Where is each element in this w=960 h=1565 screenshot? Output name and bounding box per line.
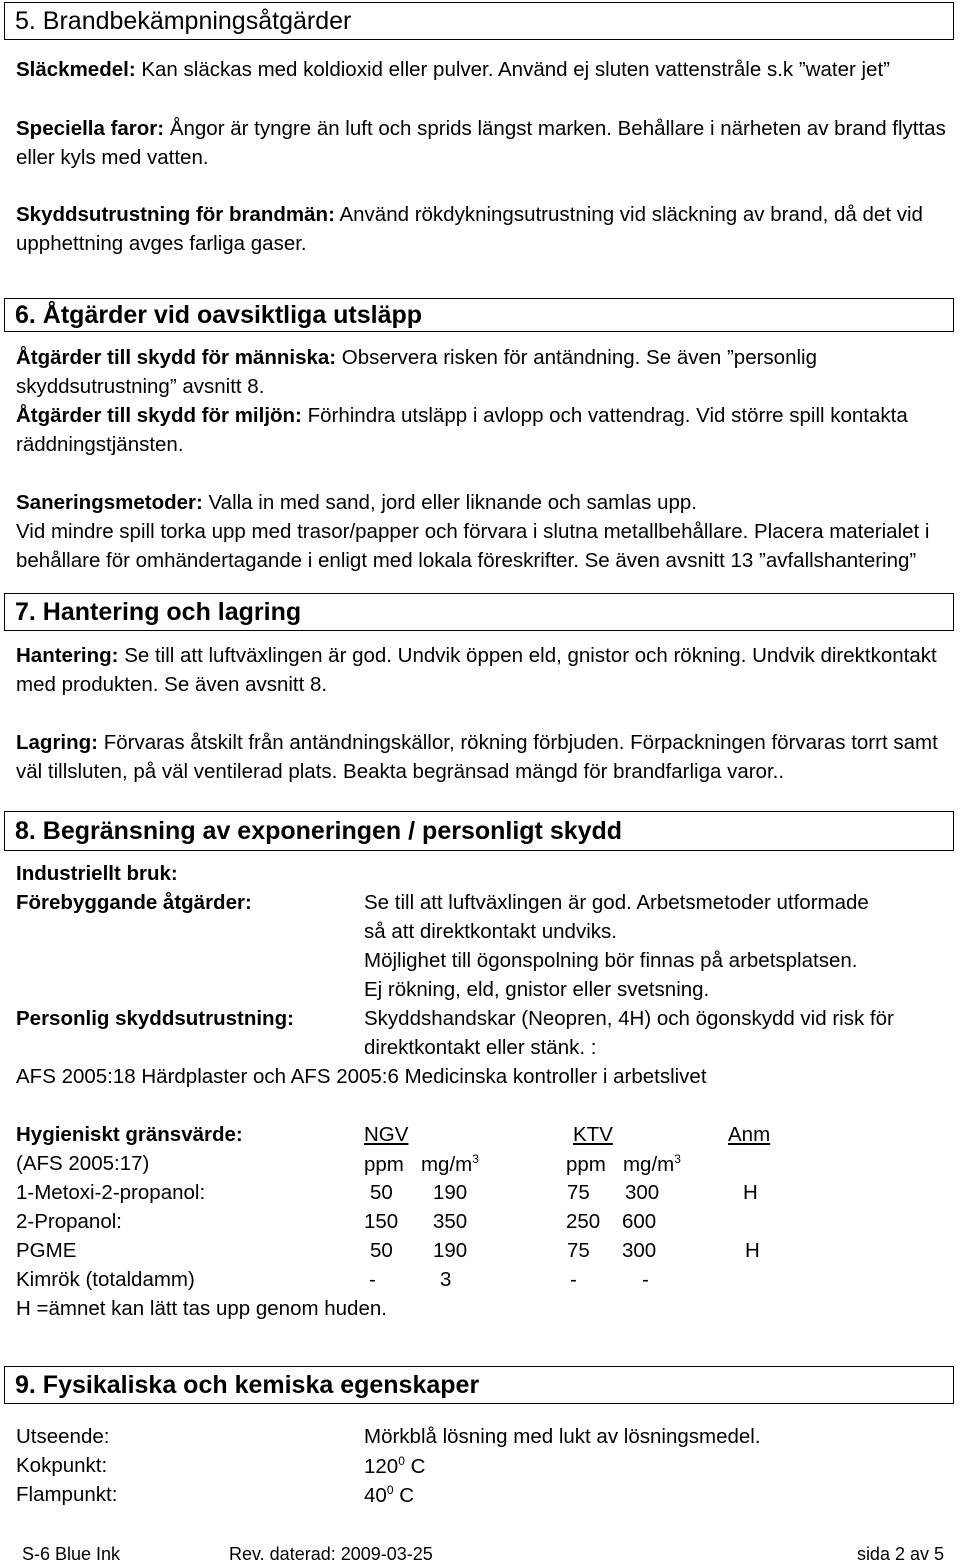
preventive-measures-label: Förebyggande åtgärder:	[16, 891, 252, 914]
section-5-title: 5. Brandbekämpningsåtgärder	[15, 7, 352, 35]
text: Ångor är tyngre än luft och sprids längst marken. Behållare i närheten av brand flyttas	[164, 117, 946, 140]
label: Lagring:	[16, 731, 98, 754]
table-row-name: 1-Metoxi-2-propanol:	[16, 1181, 206, 1204]
footer-page-number: sida 2 av 5	[856, 1544, 944, 1564]
degree: 0	[398, 1454, 405, 1468]
mgm-unit: mg/m	[622, 1153, 675, 1176]
ngv-ppm-cell: 50	[370, 1181, 393, 1204]
ppe-line: direktkontakt eller stänk. :	[364, 1036, 597, 1059]
ppm-unit: ppm	[566, 1153, 606, 1176]
label: Speciella faror:	[16, 117, 165, 140]
text: Se till att luftväxlingen är god. Undvik öppen eld, gnistor och rökning. Undvik direktkontakt	[118, 644, 937, 667]
cleanup-methods-cont2: behållare för omhändertagande i enligt med lokala föreskrifter. Se även avsnitt 13 ”avfallshantering”	[16, 549, 917, 572]
label: Skyddsutrustning för brandmän:	[16, 203, 335, 226]
appearance-label: Utseende:	[16, 1425, 110, 1448]
table-reference: (AFS 2005:17)	[16, 1152, 150, 1175]
flash-point-value	[364, 1483, 414, 1508]
preventive-measures-line: Möjlighet till ögonspolning bör finnas på arbetsplatsen.	[364, 949, 858, 972]
ktv-ppm-cell: 75	[567, 1181, 590, 1204]
footer-revision: Rev. daterad: 2009-03-25	[229, 1544, 433, 1564]
anm-cell: H	[743, 1181, 758, 1204]
afs-reference: AFS 2005:18 Härdplaster och AFS 2005:6 Medicinska kontroller i arbetslivet	[16, 1065, 707, 1088]
section-8-title: 8. Begränsning av exponeringen / personligt skydd	[15, 817, 623, 845]
label: Saneringsmetoder:	[16, 491, 203, 514]
section-5-heading	[4, 2, 954, 40]
value: 120	[364, 1455, 399, 1478]
mgm-unit: mg/m	[420, 1153, 473, 1176]
environment-protection-cont: räddningstjänsten.	[16, 433, 184, 456]
handling	[16, 644, 937, 668]
anm-cell: H	[745, 1239, 760, 1262]
special-hazards	[16, 117, 946, 141]
ktv-header: KTV	[573, 1123, 613, 1146]
label: Släckmedel:	[16, 58, 136, 81]
unit: C	[404, 1455, 426, 1478]
firefighter-equipment-cont: upphettning avges farliga gaser.	[16, 232, 307, 255]
section-6-title: 6. Åtgärder vid oavsiktliga utsläpp	[15, 301, 423, 329]
ktv-mg-cell: 300	[622, 1239, 657, 1262]
boiling-point-label: Kokpunkt:	[16, 1454, 108, 1477]
ngv-mg-cell: 3	[440, 1268, 452, 1291]
ngv-mg-cell: 190	[433, 1181, 468, 1204]
ngv-ppm-cell: 150	[364, 1210, 399, 1233]
ngv-units	[364, 1152, 479, 1177]
section-8-heading	[4, 811, 954, 851]
table-title: Hygieniskt gränsvärde:	[16, 1123, 243, 1146]
section-6-heading	[4, 298, 954, 332]
cubed: 3	[472, 1152, 479, 1166]
cubed: 3	[674, 1152, 681, 1166]
special-hazards-cont: eller kyls med vatten.	[16, 146, 209, 169]
text: Valla in med sand, jord eller liknande och samlas upp.	[202, 491, 698, 514]
ngv-mg-cell: 350	[433, 1210, 468, 1233]
table-row-name: PGME	[16, 1239, 77, 1262]
unit: C	[393, 1484, 414, 1507]
ppm-unit: ppm	[364, 1153, 404, 1176]
section-9-title: 9. Fysikaliska och kemiska egenskaper	[15, 1371, 480, 1399]
environment-protection	[16, 404, 908, 428]
storage	[16, 731, 938, 755]
ktv-ppm-cell: -	[570, 1268, 577, 1291]
section-7-heading	[4, 593, 954, 631]
ngv-mg-cell: 190	[433, 1239, 468, 1262]
ktv-units	[566, 1152, 681, 1177]
degree: 0	[386, 1483, 394, 1497]
table-row-name: 2-Propanol:	[16, 1210, 122, 1233]
handling-cont: med produkten. Se även avsnitt 8.	[16, 673, 328, 696]
text: Observera risken för antändning. Se även ”personlig	[336, 346, 817, 369]
cleanup-methods	[16, 491, 697, 515]
ppe-label: Personlig skyddsutrustning:	[16, 1007, 294, 1030]
section-7-title: 7. Hantering och lagring	[15, 598, 302, 626]
cleanup-methods-cont1: Vid mindre spill torka upp med trasor/papper och förvara i slutna metallbehållare. Placera materialet i	[16, 520, 930, 543]
text: Kan släckas med koldioxid eller pulver. Använd ej sluten vattenstråle s.k ”water jet”	[135, 58, 890, 81]
boiling-point-value	[364, 1454, 425, 1479]
ktv-mg-cell: 300	[625, 1181, 660, 1204]
preventive-measures-line: Ej rökning, eld, gnistor eller svetsning.	[364, 978, 710, 1001]
storage-cont: väl tillsluten, på väl ventilerad plats. Beakta begränsad mängd för brandfarliga varor..	[16, 760, 785, 783]
value: 40	[364, 1484, 387, 1507]
text: Använd rökdykningsutrustning vid släckning av brand, då det vid	[334, 203, 923, 226]
ppe-line: Skyddshandskar (Neopren, 4H) och ögonskydd vid risk för	[364, 1007, 894, 1030]
preventive-measures-line: Se till att luftväxlingen är god. Arbetsmetoder utformade	[364, 891, 869, 914]
ngv-header: NGV	[364, 1123, 409, 1146]
industrial-use-heading: Industriellt bruk:	[16, 862, 178, 885]
ngv-ppm-cell: -	[369, 1268, 376, 1291]
label: Åtgärder till skydd för miljön:	[16, 404, 302, 427]
preventive-measures-line: så att direktkontakt undviks.	[364, 920, 617, 943]
table-note: H =ämnet kan lätt tas upp genom huden.	[16, 1297, 387, 1320]
ktv-ppm-cell: 250	[566, 1210, 601, 1233]
ktv-mg-cell: 600	[622, 1210, 657, 1233]
human-protection	[16, 346, 817, 370]
footer-product: S-6 Blue Ink	[22, 1544, 121, 1564]
label: Hantering:	[16, 644, 119, 667]
anm-header: Anm	[728, 1123, 771, 1146]
extinguishing-media	[16, 58, 890, 82]
label: Åtgärder till skydd för människa:	[16, 346, 337, 369]
appearance-value: Mörkblå lösning med lukt av lösningsmedel.	[364, 1425, 761, 1448]
human-protection-cont: skyddsutrustning” avsnitt 8.	[16, 375, 265, 398]
firefighter-equipment	[16, 203, 923, 227]
ngv-ppm-cell: 50	[370, 1239, 393, 1262]
text: Förvaras åtskilt från antändningskällor, rökning förbjuden. Förpackningen förvaras torrt samt	[98, 731, 938, 754]
table-row-name: Kimrök (totaldamm)	[16, 1268, 195, 1291]
section-9-heading	[4, 1366, 954, 1404]
ktv-mg-cell: -	[642, 1268, 649, 1291]
flash-point-label: Flampunkt:	[16, 1483, 118, 1506]
text: Förhindra utsläpp i avlopp och vattendrag. Vid större spill kontakta	[301, 404, 908, 427]
ktv-ppm-cell: 75	[567, 1239, 590, 1262]
